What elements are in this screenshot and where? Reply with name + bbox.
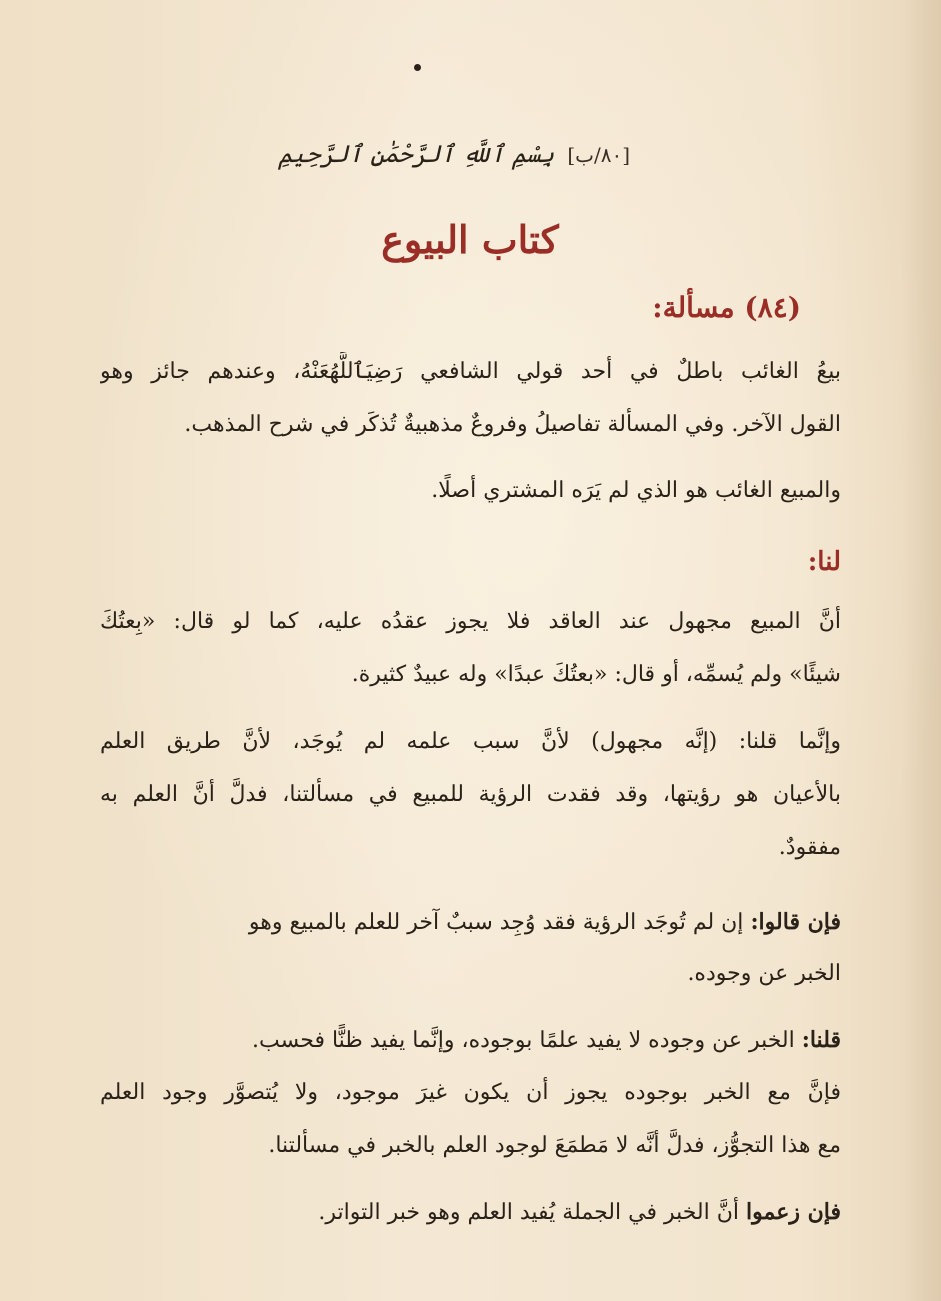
paragraph-line-9-text: إن لم تُوجَد الرؤية فقد وُجِد سببٌ آخر للعلم بالمبيع وهو	[248, 910, 744, 935]
paragraph-line-4: أنَّ المبيع مجهول عند العاقد فلا يجوز عقدُه عليه، كما لو قال: «بِعتُكَ	[100, 609, 841, 634]
paragraph-line-14-text: أنَّ الخبر في الجملة يُفيد العلم وهو خبر التواتر.	[318, 1200, 740, 1225]
page-ornament-dot	[414, 64, 421, 71]
paragraph-line-1: بيعُ الغائب باطلٌ في أحد قولي الشافعي رَضِيَٱللَّهُعَنْهُ، وعندهم جائز وهو	[100, 359, 841, 384]
paragraph-line-3: والمبيع الغائب هو الذي لم يَرَه المشتري أصلًا.	[431, 478, 841, 503]
paragraph-line-6: وإنَّما قلنا: (إنَّه مجهول) لأنَّ سبب علمه لم يُوجَد، لأنَّ طريق العلم	[100, 729, 841, 754]
folio-reference: [٨٠/ب]	[567, 143, 630, 167]
paragraph-line-9	[100, 902, 841, 942]
section-heading: لنا:	[807, 547, 841, 577]
basmala-header	[278, 140, 630, 190]
lead-if-they-said: فإن قالوا:	[750, 909, 841, 935]
paragraph-line-7: بالأعيان هو رؤيتها، وقد فقدت الرؤية للمبيع في مسألتنا، فدلَّ أنَّ العلم به	[100, 782, 841, 807]
book-title: كتاب البيوع	[381, 217, 559, 262]
paragraph-line-2: القول الآخر. وفي المسألة تفاصيلُ وفروعٌ مذهبيةٌ تُذكَر في شرح المذهب.	[184, 412, 841, 437]
lead-if-they-claimed: فإن زعموا	[746, 1199, 841, 1225]
paragraph-line-11	[100, 1020, 841, 1060]
basmala: بِسْمِ ٱللَّهِ ٱلرَّحْمَٰنِ ٱلرَّحِيمِ	[278, 140, 555, 168]
paragraph-line-10: الخبر عن وجوده.	[687, 961, 841, 986]
paragraph-line-5: شيئًا» ولم يُسمِّه، أو قال: «بعتُكَ عبدًا» وله عبيدٌ كثيرة.	[351, 662, 841, 687]
paragraph-line-14	[100, 1192, 841, 1232]
issue-heading: (٨٤) مسألة:	[652, 291, 801, 324]
lead-we-said: قلنا:	[801, 1027, 841, 1053]
paragraph-line-8: مفقودٌ.	[778, 835, 841, 860]
paragraph-line-12: فإنَّ مع الخبر بوجوده يجوز أن يكون غيرَ موجود، ولا يُتصوَّر وجود العلم	[100, 1080, 841, 1105]
paragraph-line-11-text: الخبر عن وجوده لا يفيد علمًا بوجوده، وإنَّما يفيد ظنًّا فحسب.	[252, 1028, 795, 1053]
paragraph-line-13: مع هذا التجوُّز، فدلَّ أنَّه لا مَطمَعَ لوجود العلم بالخبر في مسألتنا.	[268, 1133, 841, 1158]
